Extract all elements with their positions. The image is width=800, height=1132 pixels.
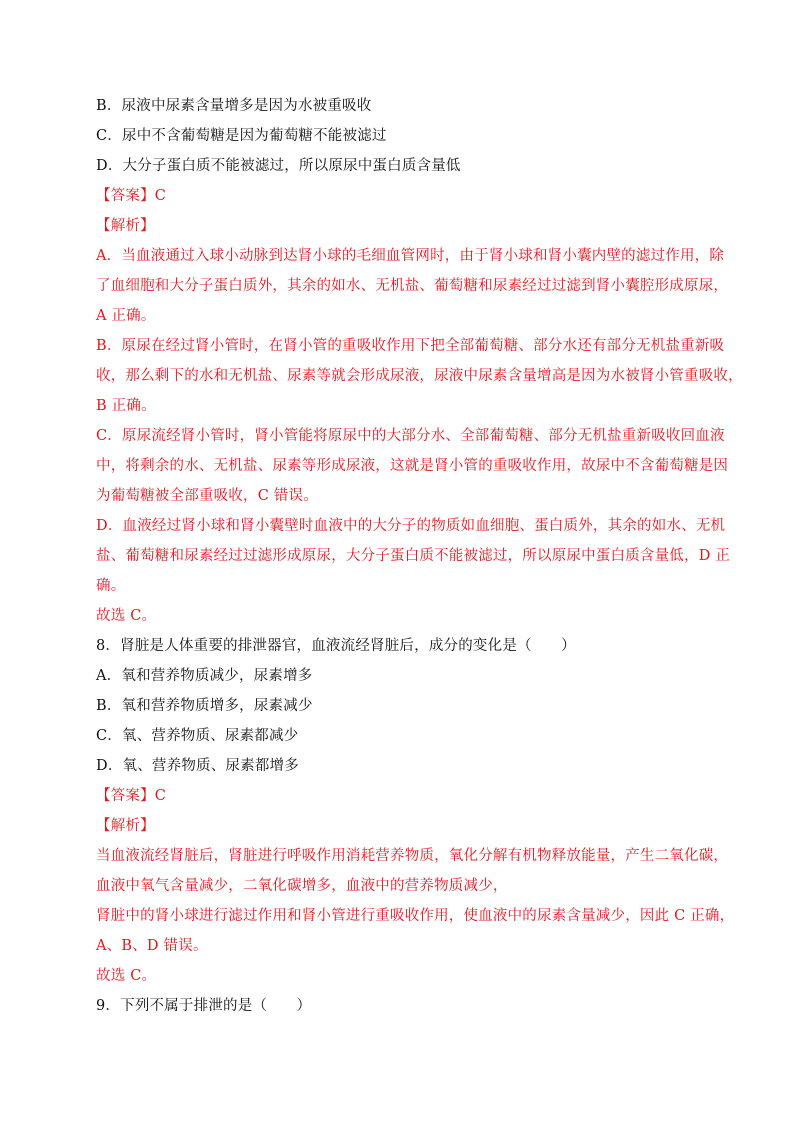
q8-analysis-line: A、B、D 错误。	[96, 938, 208, 954]
q7-analysis-d-line: 确。	[96, 578, 126, 594]
q7-conclusion: 故选 C。	[96, 608, 157, 624]
q8-conclusion: 故选 C。	[96, 968, 157, 984]
q8-option-b: B．氧和营养物质增多，尿素减少	[96, 698, 313, 714]
q7-analysis-b-line: B 正确。	[96, 398, 156, 414]
q8-option-a: A．氧和营养物质减少，尿素增多	[96, 668, 313, 684]
q7-option-d: D．大分子蛋白质不能被滤过，所以原尿中蛋白质含量低	[96, 158, 461, 174]
q7-analysis-c-line: 为葡萄糖被全部重吸收，C 错误。	[96, 488, 318, 504]
q7-analysis-a-line: A 正确。	[96, 308, 156, 324]
q7-answer: 【答案】C	[96, 188, 167, 204]
q8-analysis-line: 当血液流经肾脏后，肾脏进行呼吸作用消耗营养物质，氧化分解有机物释放能量，产生二氧化碳，	[96, 848, 729, 864]
q8-answer: 【答案】C	[96, 788, 167, 804]
q7-option-b: B．尿液中尿素含量增多是因为水被重吸收	[96, 98, 372, 114]
q8-analysis-line: 肾脏中的肾小球进行滤过作用和肾小管进行重吸收作用，使血液中的尿素含量减少，因此 C 正确，	[96, 908, 735, 924]
q8-analysis-line: 血液中氧气含量减少，二氧化碳增多，血液中的营养物质减少，	[96, 878, 508, 894]
q7-analysis-d-line: D．血液经过肾小球和肾小囊壁时血液中的大分子的物质如血细胞、蛋白质外，其余的如水、无机	[96, 518, 726, 534]
q9-question: 9．下列不属于排泄的是（ ）	[96, 998, 312, 1014]
q7-analysis-d-line: 盐、葡萄糖和尿素经过过滤形成原尿，大分子蛋白质不能被滤过，所以原尿中蛋白质含量低，D 正	[96, 548, 731, 564]
q7-analysis-c-line: 中，将剩余的水、无机盐、尿素等形成尿液，这就是肾小管的重吸收作用，故尿中不含葡萄糖是因	[96, 458, 729, 474]
q7-option-c: C．尿中不含葡萄糖是因为葡萄糖不能被滤过	[96, 128, 387, 144]
q7-analysis-b-line: 收，那么剩下的水和无机盐、尿素等就会形成尿液，尿液中尿素含量增高是因为水被肾小管重吸收，	[96, 368, 743, 384]
q7-analysis-b-line: B．原尿在经过肾小管时，在肾小管的重吸收作用下把全部葡萄糖、部分水还有部分无机盐重新吸	[96, 338, 725, 354]
q8-question: 8．肾脏是人体重要的排泄器官，血液流经肾脏后，成分的变化是（ ）	[96, 638, 576, 654]
q8-analysis-label: 【解析】	[96, 818, 155, 834]
q7-analysis-label: 【解析】	[96, 218, 155, 234]
q7-analysis-c-line: C．原尿流经肾小管时，肾小管能将原尿中的大部分水、全部葡萄糖、部分无机盐重新吸收回血液	[96, 428, 725, 444]
q7-analysis-a-line: 了血细胞和大分子蛋白质外，其余的如水、无机盐、葡萄糖和尿素经过过滤到肾小囊腔形成原尿，	[96, 278, 729, 294]
q8-option-d: D．氧、营养物质、尿素都增多	[96, 758, 299, 774]
q8-option-c: C．氧、营养物质、尿素都减少	[96, 728, 299, 744]
q7-analysis-a-line: A．当血液通过入球小动脉到达肾小球的毛细血管网时，由于肾小球和肾小囊内壁的滤过作用，除	[96, 248, 725, 264]
